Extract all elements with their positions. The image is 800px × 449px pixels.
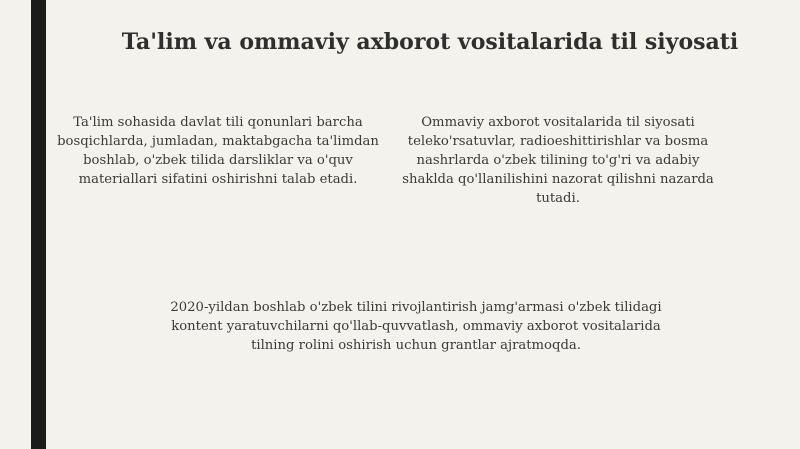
media-paragraph: Ommaviy axborot vositalarida til siyosati teleko'rsatuvlar, radioeshittirishlar va bosma nashrlarda o'zbek tilining to'g'ri va adabiy shaklda qo'llanilishini nazorat qilishni nazarda tutadi. [402, 115, 714, 206]
slide-title: Ta'lim va ommaviy axborot vositalarida til siyosati [121, 29, 739, 55]
fund-paragraph: 2020-yildan boshlab o'zbek tilini rivojlantirish jamg'armasi o'zbek tilidagi kontent yaratuvchilarni qo'llab-quvvatlash, ommaviy axborot vositalarida tilning rolini oshirish uchun grantlar ajratmoqda. [170, 300, 662, 353]
left-accent-bar [31, 0, 46, 449]
education-paragraph: Ta'lim sohasida davlat tili qonunlari barcha bosqichlarda, jumladan, maktabgacha ta'limdan boshlab, o'zbek tilida darsliklar va o'quv materiallari sifatini oshirishni talab etadi. [57, 115, 379, 187]
